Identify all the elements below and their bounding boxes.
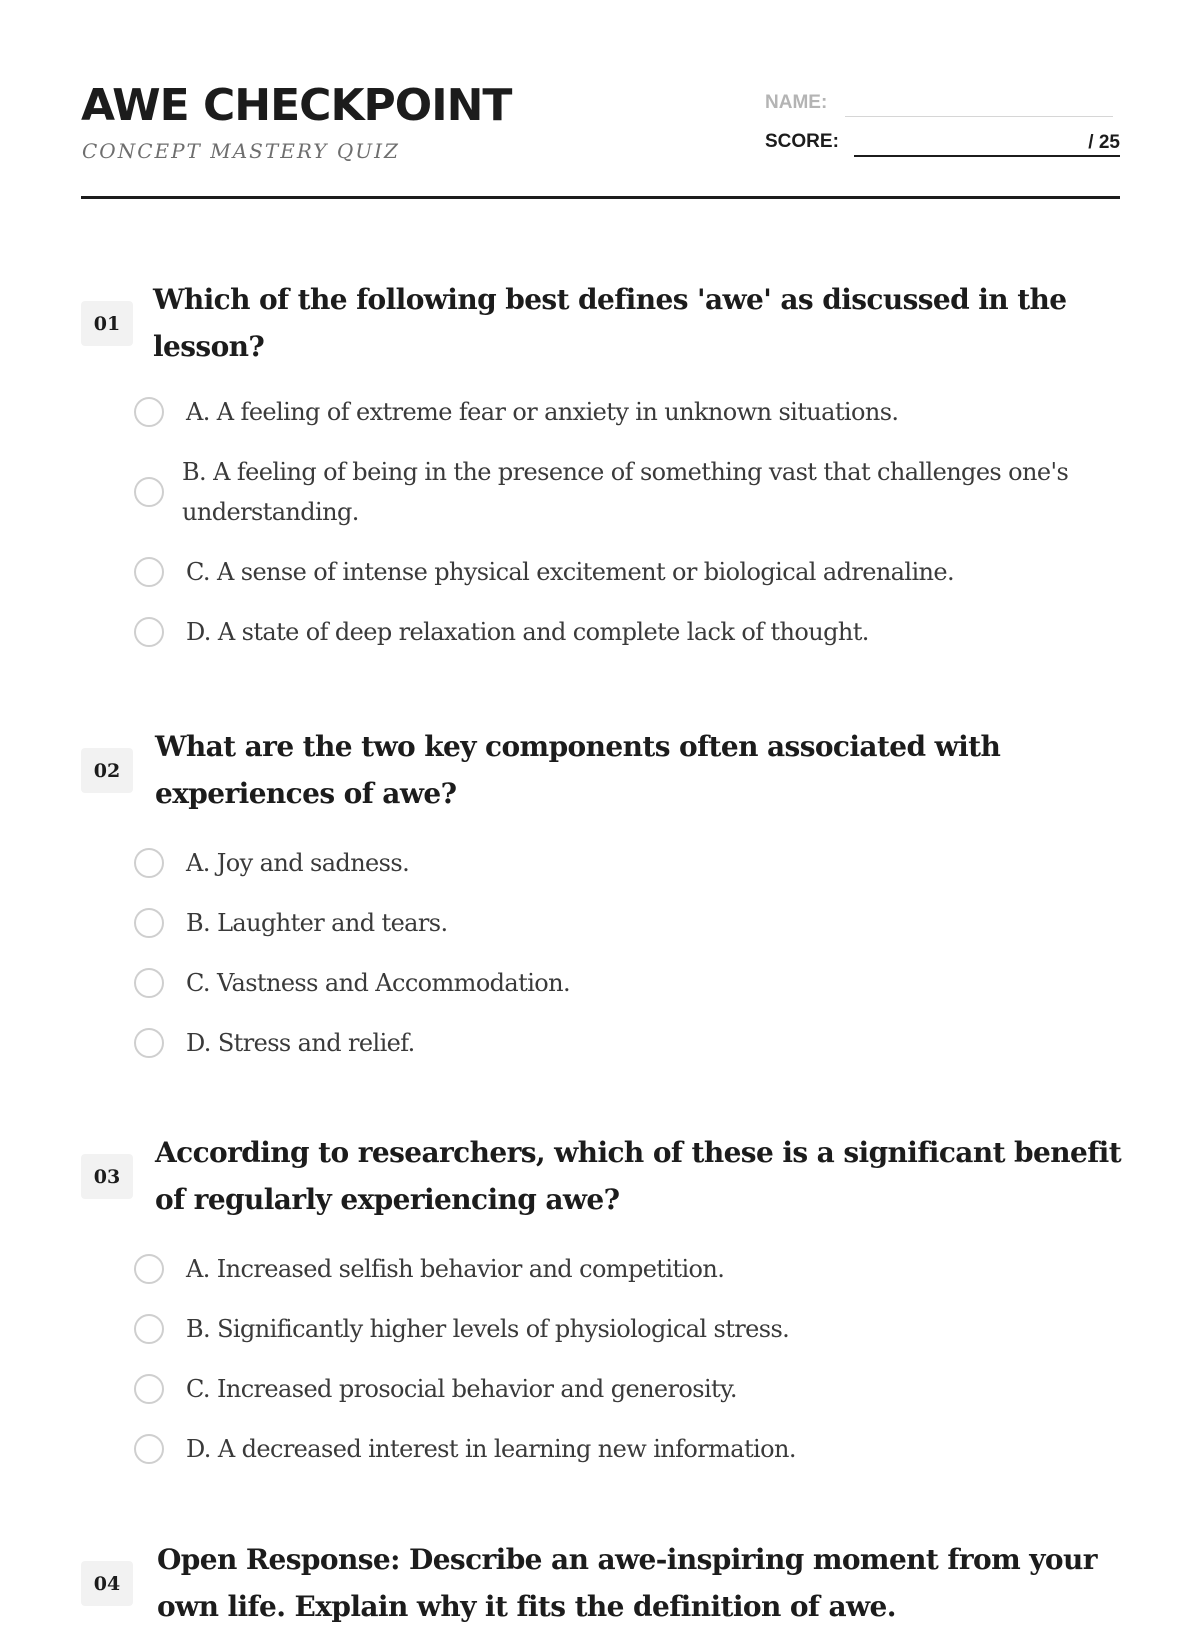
name-label: NAME: (765, 92, 828, 113)
option-d[interactable] (134, 612, 1120, 652)
radio-button[interactable] (134, 908, 164, 938)
radio-button[interactable] (134, 477, 164, 507)
radio-button[interactable] (134, 968, 164, 998)
answer-options (134, 1249, 1120, 1489)
answer-options (134, 392, 1120, 672)
option-c[interactable] (134, 1369, 1120, 1409)
radio-button[interactable] (134, 617, 164, 647)
quiz-subtitle: CONCEPT MASTERY QUIZ (82, 139, 400, 163)
option-label: C. A sense of intense physical excitement or biological adrenaline. (186, 558, 955, 586)
option-a[interactable] (134, 1249, 1120, 1289)
option-label: D. Stress and relief. (186, 1029, 415, 1057)
option-a[interactable] (134, 392, 1120, 432)
option-b[interactable] (134, 903, 1120, 943)
option-b[interactable] (134, 1309, 1120, 1349)
option-label: C. Increased prosocial behavior and generosity. (186, 1375, 737, 1403)
option-label: D. A state of deep relaxation and complete lack of thought. (186, 618, 869, 646)
option-label: A. Joy and sadness. (186, 849, 410, 877)
question-number-badge: 03 (81, 1154, 133, 1199)
option-label: B. A feeling of being in the presence of something vast that challenges one's understanding. (182, 458, 1069, 526)
option-c[interactable] (134, 552, 1120, 592)
option-label: B. Significantly higher levels of physiological stress. (186, 1315, 790, 1343)
option-label: B. Laughter and tears. (186, 909, 448, 937)
question-text: Which of the following best defines 'awe' as discussed in the lesson? (153, 283, 1067, 363)
question-text: Open Response: Describe an awe-inspiring moment from your own life. Explain why it fits the definition of awe. (157, 1543, 1097, 1623)
radio-button[interactable] (134, 848, 164, 878)
score-total: / 25 (1088, 132, 1120, 153)
name-field[interactable] (845, 116, 1113, 117)
answer-options (134, 843, 1120, 1083)
question-text: What are the two key components often associated with experiences of awe? (155, 730, 1001, 810)
quiz-title: AWE CHECKPOINT (81, 80, 512, 131)
option-label: A. A feeling of extreme fear or anxiety in unknown situations. (186, 398, 899, 426)
radio-button[interactable] (134, 1028, 164, 1058)
radio-button[interactable] (134, 397, 164, 427)
question-number-badge: 04 (81, 1561, 133, 1606)
radio-button[interactable] (134, 1254, 164, 1284)
option-label: C. Vastness and Accommodation. (186, 969, 571, 997)
quiz-page (81, 0, 1122, 1623)
option-a[interactable] (134, 843, 1120, 883)
quiz-header (81, 78, 1120, 199)
option-label: A. Increased selfish behavior and competition. (186, 1255, 725, 1283)
option-label: D. A decreased interest in learning new information. (186, 1435, 796, 1463)
option-b[interactable] (134, 452, 1120, 532)
score-label: SCORE: (765, 131, 839, 152)
option-d[interactable] (134, 1429, 1120, 1469)
option-c[interactable] (134, 963, 1120, 1003)
question-number-badge: 02 (81, 748, 133, 793)
radio-button[interactable] (134, 1434, 164, 1464)
question-number-badge: 01 (81, 301, 133, 346)
radio-button[interactable] (134, 1314, 164, 1344)
score-field[interactable] (854, 133, 1120, 157)
question-text: According to researchers, which of these is a significant benefit of regularly experiencing awe? (155, 1136, 1122, 1216)
option-d[interactable] (134, 1023, 1120, 1063)
radio-button[interactable] (134, 1374, 164, 1404)
radio-button[interactable] (134, 557, 164, 587)
